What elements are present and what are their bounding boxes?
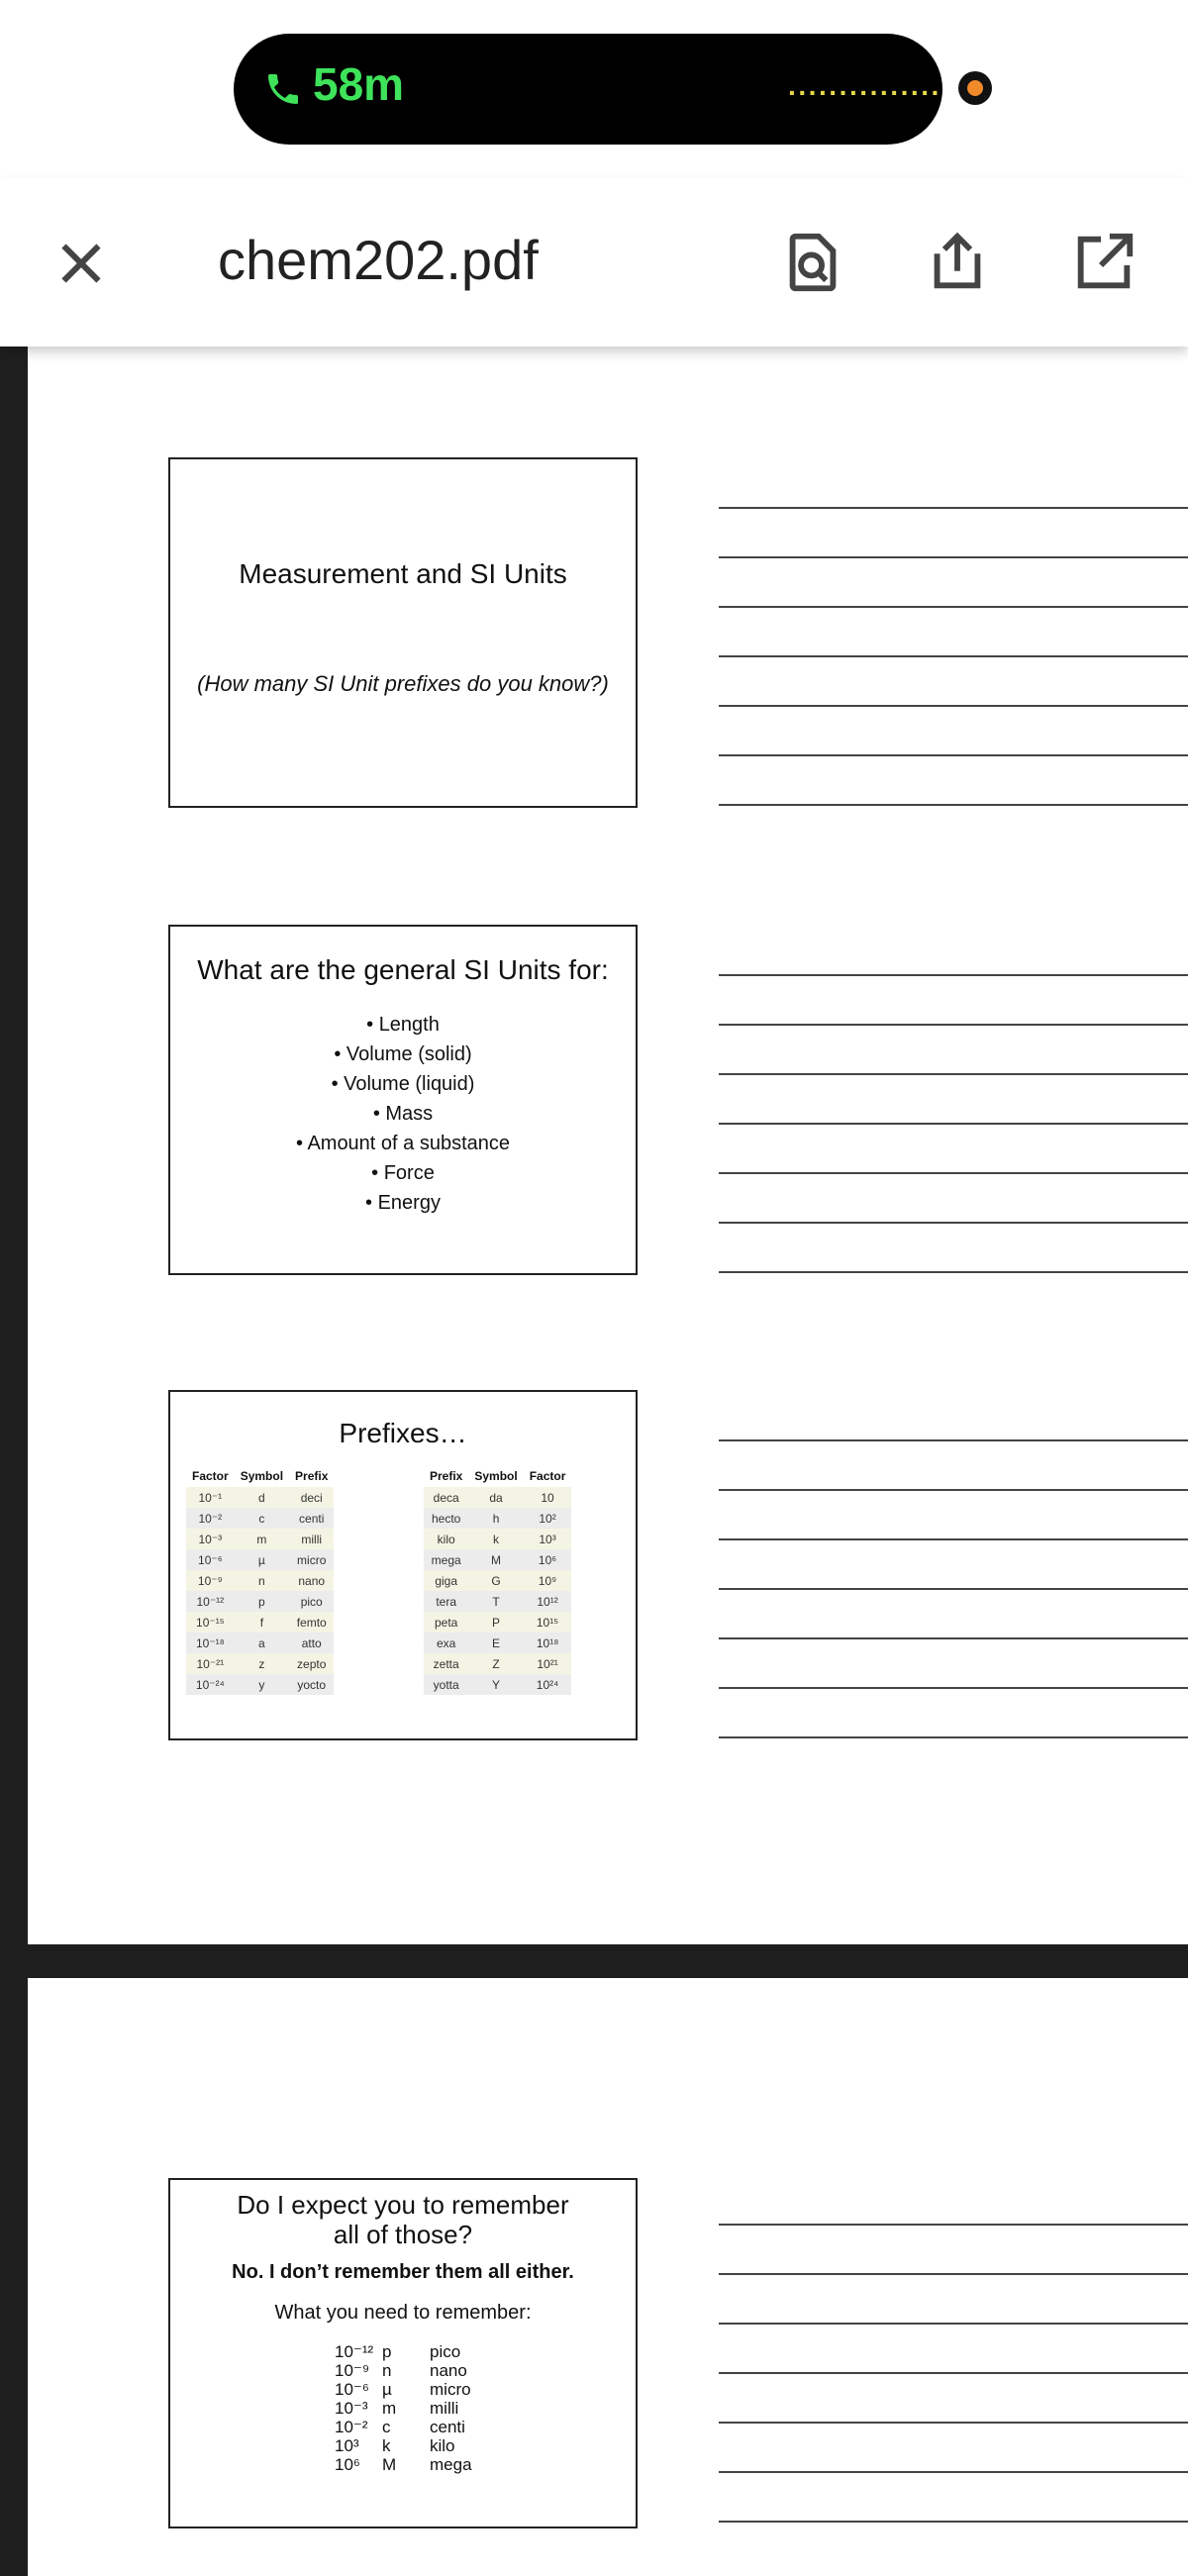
table-row — [424, 1529, 571, 1549]
table-cell: n — [235, 1570, 289, 1591]
slide-title: What are the general SI Units for: — [197, 954, 609, 985]
table-cell: µ — [235, 1549, 289, 1570]
list-item-part: centi — [430, 2418, 465, 2436]
table-cell: 10² — [524, 1508, 572, 1529]
prefix-table-small — [186, 1469, 334, 1695]
table-row — [186, 1508, 334, 1529]
call-indicator-pill[interactable] — [234, 34, 942, 145]
table-cell: p — [235, 1591, 289, 1612]
notes-lines — [719, 2224, 1188, 2570]
slide-general-si-units — [168, 925, 638, 1275]
table-row — [186, 1591, 334, 1612]
need-to-remember-label: What you need to remember: — [274, 2302, 532, 2324]
table-row — [186, 1674, 334, 1695]
list-item: • Energy — [170, 1188, 636, 1218]
list-item-part: p — [382, 2342, 392, 2361]
notes-lines — [719, 974, 1188, 1321]
table-cell: m — [235, 1529, 289, 1549]
table-cell: a — [235, 1633, 289, 1653]
pdf-page-1 — [28, 347, 1188, 1944]
table-cell: 10¹⁸ — [524, 1633, 572, 1653]
list-item-part: nano — [430, 2361, 467, 2380]
table-cell: k — [468, 1529, 523, 1549]
table-cell: 10⁻²⁴ — [186, 1674, 235, 1695]
table-cell: c — [235, 1508, 289, 1529]
phone-icon — [263, 63, 303, 115]
table-cell: 10⁻¹² — [186, 1591, 235, 1612]
table-row — [186, 1612, 334, 1633]
list-item-part: micro — [430, 2380, 471, 2399]
list-item — [335, 2361, 509, 2380]
table-row — [186, 1633, 334, 1653]
slide-title-line: Do I expect you to remember — [237, 2190, 569, 2220]
table-cell: yocto — [289, 1674, 334, 1695]
table-cell: pico — [289, 1591, 334, 1612]
column-header: Prefix — [430, 1469, 463, 1483]
table-row — [186, 1529, 334, 1549]
pdf-page-2 — [28, 1978, 1188, 2576]
audio-level-dots: ··············· — [788, 77, 941, 108]
notes-lines — [719, 1439, 1188, 1786]
share-icon[interactable] — [923, 228, 992, 297]
table-cell: E — [468, 1633, 523, 1653]
table-cell: giga — [424, 1570, 468, 1591]
table-cell: 10⁻¹ — [186, 1487, 235, 1508]
list-item — [335, 2342, 509, 2361]
list-item — [335, 2380, 509, 2399]
column-header: Prefix — [295, 1469, 329, 1483]
list-item-part: m — [382, 2399, 397, 2418]
list-item-part: n — [382, 2361, 392, 2380]
table-cell: P — [468, 1612, 523, 1633]
table-cell: peta — [424, 1612, 468, 1633]
list-item: • Amount of a substance — [170, 1129, 636, 1158]
slide-measurement-si-units — [168, 457, 638, 808]
table-cell: zepto — [289, 1653, 334, 1674]
pdf-viewer[interactable] — [0, 347, 1188, 2576]
prefix-table-large — [424, 1469, 571, 1695]
table-cell: h — [468, 1508, 523, 1529]
table-row — [424, 1549, 571, 1570]
remember-prefix-list — [335, 2342, 509, 2474]
list-item-part: 10⁻⁹ — [335, 2361, 370, 2380]
table-cell: deci — [289, 1487, 334, 1508]
table-cell: 10⁻¹⁵ — [186, 1612, 235, 1633]
list-item-part: 10³ — [335, 2436, 359, 2455]
list-item-part: M — [382, 2455, 397, 2474]
table-cell: 10⁻² — [186, 1508, 235, 1529]
slide-title-line: all of those? — [333, 2220, 473, 2249]
table-row — [424, 1570, 571, 1591]
list-item: • Force — [170, 1158, 636, 1188]
table-cell: deca — [424, 1487, 468, 1508]
table-cell: f — [235, 1612, 289, 1633]
list-item-part: µ — [382, 2380, 392, 2399]
list-item — [335, 2418, 509, 2436]
table-cell: centi — [289, 1508, 334, 1529]
list-item-part: 10⁻² — [335, 2418, 368, 2436]
table-cell: kilo — [424, 1529, 468, 1549]
table-cell: micro — [289, 1549, 334, 1570]
table-cell: 10²⁴ — [524, 1674, 572, 1695]
table-cell: atto — [289, 1633, 334, 1653]
list-item: • Mass — [170, 1099, 636, 1129]
table-cell: T — [468, 1591, 523, 1612]
privacy-indicator-dot — [958, 71, 992, 105]
table-cell: zetta — [424, 1653, 468, 1674]
notes-lines — [719, 507, 1188, 853]
list-item-part: 10⁻⁶ — [335, 2380, 369, 2399]
table-cell: exa — [424, 1633, 468, 1653]
table-cell: 10⁻¹⁸ — [186, 1633, 235, 1653]
close-icon[interactable] — [51, 234, 111, 293]
slide-title: Prefixes… — [339, 1418, 467, 1448]
slide-prefixes — [168, 1390, 638, 1740]
slide-subtitle: (How many SI Unit prefixes do you know?) — [197, 671, 609, 696]
table-cell: 10¹² — [524, 1591, 572, 1612]
column-header: Symbol — [474, 1469, 518, 1483]
table-cell: G — [468, 1570, 523, 1591]
list-item: • Volume (liquid) — [170, 1069, 636, 1099]
list-item-part: c — [382, 2418, 391, 2436]
slide-remember-prefixes — [168, 2178, 638, 2528]
table-cell: 10²¹ — [524, 1653, 572, 1674]
table-row — [424, 1487, 571, 1508]
pdf-toolbar — [0, 178, 1188, 347]
search-document-icon[interactable] — [778, 228, 847, 297]
table-cell: tera — [424, 1591, 468, 1612]
column-header: Symbol — [240, 1469, 284, 1483]
list-item: • Volume (solid) — [170, 1040, 636, 1069]
table-row — [424, 1612, 571, 1633]
table-cell: 10⁻²¹ — [186, 1653, 235, 1674]
table-cell: 10⁹ — [524, 1570, 572, 1591]
list-item-part: 10⁻¹² — [335, 2342, 374, 2361]
list-item — [335, 2399, 509, 2418]
table-cell: mega — [424, 1549, 468, 1570]
table-row — [424, 1508, 571, 1529]
table-cell: yotta — [424, 1674, 468, 1695]
table-cell: d — [235, 1487, 289, 1508]
document-title: chem202.pdf — [218, 229, 539, 291]
table-cell: 10⁻⁹ — [186, 1570, 235, 1591]
list-item-part: 10⁶ — [335, 2455, 360, 2474]
table-cell: Y — [468, 1674, 523, 1695]
table-row — [424, 1591, 571, 1612]
list-item-part: 10⁻³ — [335, 2399, 368, 2418]
list-item-part: pico — [430, 2342, 461, 2361]
table-cell: femto — [289, 1612, 334, 1633]
table-cell: nano — [289, 1570, 334, 1591]
table-cell: 10⁶ — [524, 1549, 572, 1570]
table-row — [186, 1549, 334, 1570]
table-row — [424, 1653, 571, 1674]
table-cell: M — [468, 1549, 523, 1570]
table-cell: Z — [468, 1653, 523, 1674]
table-row — [186, 1570, 334, 1591]
list-item-part: milli — [430, 2399, 459, 2418]
table-row — [424, 1633, 571, 1653]
slide-title: Measurement and SI Units — [239, 558, 567, 589]
list-item — [335, 2455, 509, 2474]
table-cell: 10¹⁵ — [524, 1612, 572, 1633]
table-cell: 10³ — [524, 1529, 572, 1549]
si-units-list — [170, 1010, 636, 1218]
list-item-part: mega — [430, 2455, 472, 2474]
table-row — [424, 1674, 571, 1695]
list-item: • Length — [170, 1010, 636, 1040]
table-cell: milli — [289, 1529, 334, 1549]
table-cell: 10⁻⁶ — [186, 1549, 235, 1570]
list-item-part: kilo — [430, 2436, 455, 2455]
column-header: Factor — [529, 1469, 566, 1483]
open-external-icon[interactable] — [1069, 228, 1138, 297]
status-bar — [0, 0, 1188, 178]
table-cell: z — [235, 1653, 289, 1674]
call-duration: 58m — [313, 58, 405, 110]
slide-answer: No. I don’t remember them all either. — [232, 2261, 574, 2283]
table-cell: 10 — [524, 1487, 572, 1508]
column-header: Factor — [192, 1469, 229, 1483]
list-item — [335, 2436, 509, 2455]
table-row — [186, 1653, 334, 1674]
table-row — [186, 1487, 334, 1508]
table-cell: y — [235, 1674, 289, 1695]
table-cell: hecto — [424, 1508, 468, 1529]
list-item-part: k — [382, 2436, 391, 2455]
table-cell: 10⁻³ — [186, 1529, 235, 1549]
table-cell: da — [468, 1487, 523, 1508]
